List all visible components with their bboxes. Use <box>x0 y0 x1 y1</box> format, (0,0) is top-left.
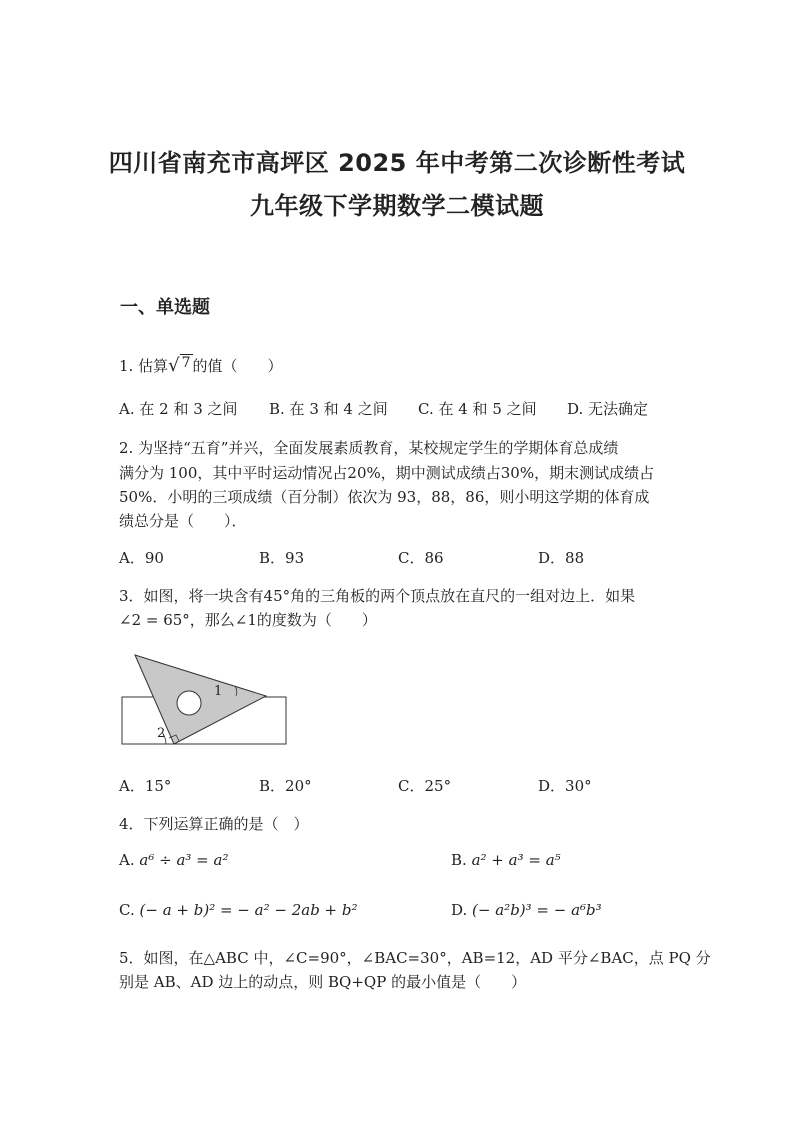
q4-option-a-expr: a⁶ ÷ a³ = a² <box>139 851 229 869</box>
q1-prefix: 1. 估算 <box>119 357 169 375</box>
q1-radicand: 7 <box>181 355 191 371</box>
q2-line-4: 绩总分是（ ）． <box>119 512 247 530</box>
q1-option-a: A. 在 2 和 3 之间 <box>119 400 238 418</box>
q2-line-1: 2. 为坚持“五育”并兴，全面发展素质教育，某校规定学生的学期体育总成绩 <box>119 439 619 457</box>
angle1-label: 1 <box>214 684 223 699</box>
q2-option-d: D．88 <box>538 549 585 567</box>
q1-option-c: C. 在 4 和 5 之间 <box>418 400 537 418</box>
exam-title-line2: 九年级下学期数学二模试题 <box>250 192 544 220</box>
q2-option-a: A．90 <box>119 549 164 567</box>
section-title: 一、单选题 <box>120 297 210 318</box>
q2-line-2: 满分为 100，其中平时运动情况占20%，期中测试成绩占30%，期末测试成绩占 <box>119 464 655 482</box>
q1-option-b: B. 在 3 和 4 之间 <box>269 400 388 418</box>
q3-option-c: C．25° <box>398 777 452 795</box>
q1-option-d: D. 无法确定 <box>567 400 649 418</box>
q4-option-c-letter: C. <box>119 901 135 919</box>
q4-option-b <box>451 851 561 869</box>
q3-option-d: D．30° <box>538 777 592 795</box>
q5-line-1: 5．如图，在△ABC 中，∠C=90°，∠BAC=30°，AB=12，AD 平分∠BAC，点 PQ 分 <box>119 949 711 967</box>
set-square-hole <box>177 691 201 715</box>
angle2-label: 2 <box>157 726 166 741</box>
q4-option-b-letter: B. <box>451 851 467 869</box>
q4-option-c-expr: (− a + b)² = − a² − 2ab + b² <box>139 901 358 919</box>
q4-option-b-expr: a² + a³ = a⁵ <box>471 851 561 869</box>
q4-option-d <box>451 901 602 919</box>
q3-line-2: ∠2 = 65°，那么∠1的度数为（ ） <box>119 611 377 629</box>
q4-option-d-expr: (− a²b)³ = − a⁶b³ <box>472 901 602 919</box>
q2-line-3: 50%．小明的三项成绩（百分制）依次为 93，88，86，则小明这学期的体育成 <box>119 488 650 506</box>
q4-option-c <box>119 901 358 919</box>
q4-option-a-letter: A. <box>119 851 135 869</box>
q5-line-2: 别是 AB、AD 边上的动点，则 BQ+QP 的最小值是（ ） <box>119 973 527 991</box>
q1-suffix: 的值（ ） <box>192 357 283 375</box>
q1-stem <box>119 355 283 376</box>
q3-option-b: B．20° <box>259 777 312 795</box>
q4-stem: 4．下列运算正确的是（ ） <box>119 815 309 833</box>
q4-option-a <box>119 851 228 869</box>
q4-option-d-letter: D. <box>451 901 468 919</box>
q3-option-a: A．15° <box>119 777 172 795</box>
exam-title-line1: 四川省南充市高坪区 2025 年中考第二次诊断性考试 <box>108 149 686 177</box>
q2-option-b: B．93 <box>259 549 305 567</box>
q3-line-1: 3．如图，将一块含有45°角的三角板的两个顶点放在直尺的一组对边上．如果 <box>119 587 636 605</box>
q3-figure <box>118 652 290 748</box>
sqrt-expression: √ 7 <box>168 355 191 376</box>
q2-option-c: C．86 <box>398 549 444 567</box>
